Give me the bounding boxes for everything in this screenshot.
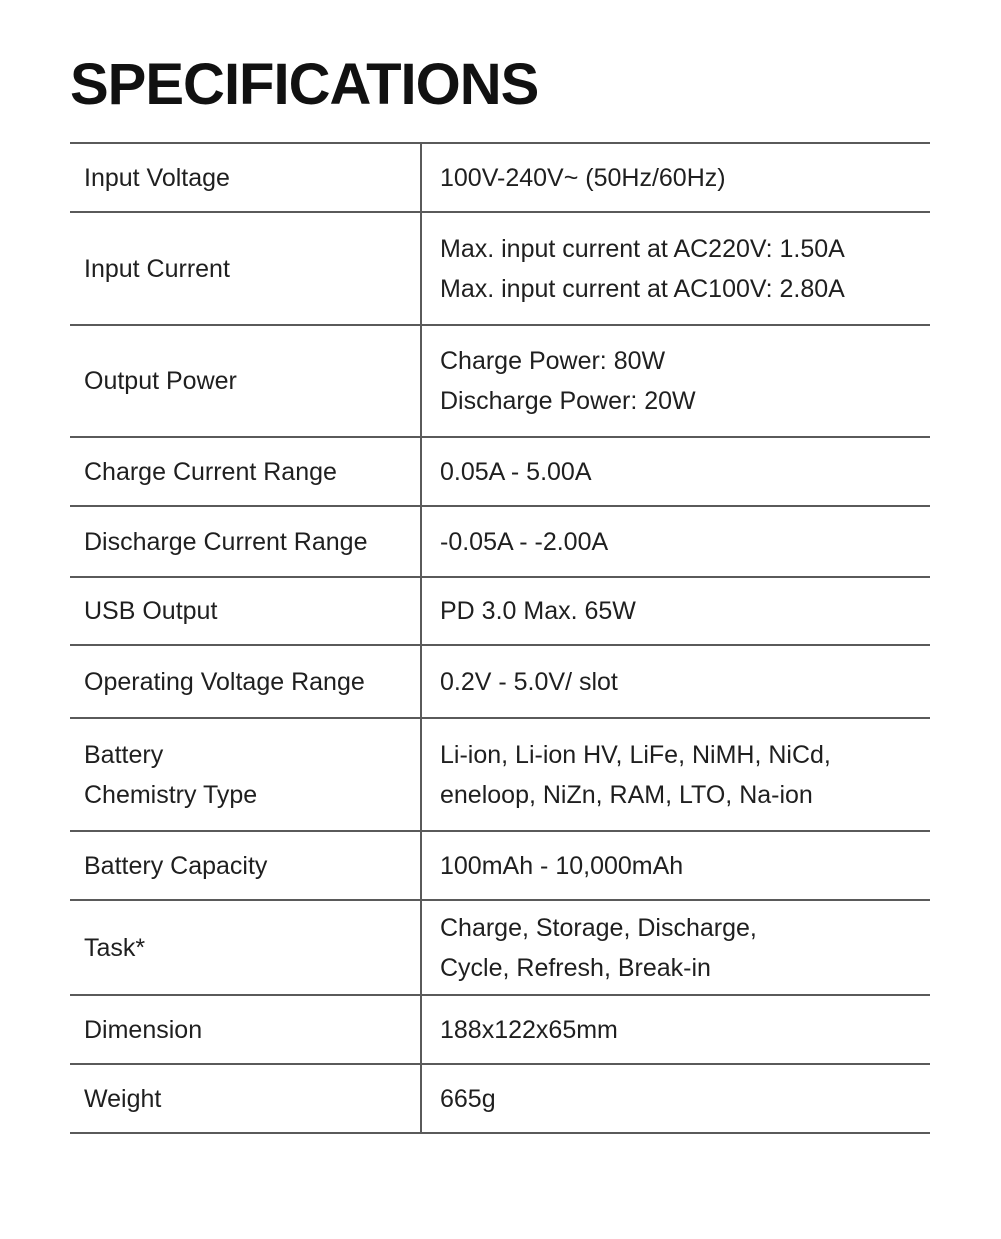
spec-value: Discharge Power: 20W xyxy=(440,387,696,415)
spec-value-cell xyxy=(421,212,930,325)
spec-value-cell xyxy=(421,325,930,437)
spec-label: Charge Current Range xyxy=(84,457,337,486)
spec-value: Max. input current at AC220V: 1.50A xyxy=(440,234,845,263)
spec-label-cell xyxy=(70,212,421,325)
spec-row xyxy=(70,645,930,718)
spec-row xyxy=(70,325,930,437)
spec-label: USB Output xyxy=(84,597,218,625)
spec-value: Max. input current at AC100V: 2.80A xyxy=(440,274,845,303)
spec-value: 100mAh - 10,000mAh xyxy=(440,851,684,880)
spec-row xyxy=(70,831,930,900)
spec-value: 665g xyxy=(440,1084,496,1113)
spec-label-cell xyxy=(70,437,421,506)
spec-row xyxy=(70,212,930,325)
spec-value: Cycle, Refresh, Break-in xyxy=(440,953,711,982)
spec-value: Charge Power: 80W xyxy=(440,347,666,375)
spec-value-cell xyxy=(421,645,930,718)
spec-row xyxy=(70,995,930,1064)
spec-label-cell xyxy=(70,143,421,212)
spec-value-cell xyxy=(421,718,930,831)
spec-label: Dimension xyxy=(84,1015,203,1044)
spec-value-cell xyxy=(421,506,930,577)
spec-label: Input Voltage xyxy=(84,163,230,192)
spec-label-cell xyxy=(70,325,421,437)
page-title: SPECIFICATIONS xyxy=(70,52,539,117)
spec-label-cell xyxy=(70,577,421,645)
spec-row xyxy=(70,143,930,212)
spec-value-cell xyxy=(421,437,930,506)
spec-label: Discharge Current Range xyxy=(84,527,368,556)
spec-label-cell xyxy=(70,995,421,1064)
spec-value: -0.05A - -2.00A xyxy=(440,527,609,556)
spec-row xyxy=(70,577,930,645)
spec-label: Operating Voltage Range xyxy=(84,667,365,696)
spec-label-cell xyxy=(70,900,421,995)
spec-label-cell xyxy=(70,831,421,900)
spec-row xyxy=(70,718,930,831)
spec-label: Chemistry Type xyxy=(84,780,258,809)
spec-label: Battery xyxy=(84,740,164,769)
spec-value-cell xyxy=(421,1064,930,1133)
spec-label-cell xyxy=(70,1064,421,1133)
specifications-table-body xyxy=(70,143,930,1133)
spec-label: Output Power xyxy=(84,367,237,395)
spec-label-cell xyxy=(70,506,421,577)
spec-value: 0.05A - 5.00A xyxy=(440,457,592,486)
spec-row xyxy=(70,900,930,995)
spec-value: Charge, Storage, Discharge, xyxy=(440,913,757,942)
spec-row xyxy=(70,437,930,506)
spec-label: Task* xyxy=(84,933,146,962)
spec-value: Li-ion, Li-ion HV, LiFe, NiMH, NiCd, xyxy=(440,740,831,769)
spec-label-cell xyxy=(70,718,421,831)
spec-value: PD 3.0 Max. 65W xyxy=(440,597,636,625)
spec-value-cell xyxy=(421,143,930,212)
spec-label-cell xyxy=(70,645,421,718)
spec-value-cell xyxy=(421,995,930,1064)
spec-row xyxy=(70,506,930,577)
spec-label: Battery Capacity xyxy=(84,851,268,880)
spec-label: Input Current xyxy=(84,254,230,283)
spec-value: 100V-240V~ (50Hz/60Hz) xyxy=(440,163,726,192)
spec-value: eneloop, NiZn, RAM, LTO, Na-ion xyxy=(440,780,813,809)
spec-row xyxy=(70,1064,930,1133)
spec-value: 188x122x65mm xyxy=(440,1015,618,1044)
spec-value-cell xyxy=(421,900,930,995)
spec-value-cell xyxy=(421,831,930,900)
spec-label: Weight xyxy=(84,1084,162,1113)
spec-value-cell xyxy=(421,577,930,645)
specifications-table xyxy=(70,142,930,1134)
spec-value: 0.2V - 5.0V/ slot xyxy=(440,667,618,696)
